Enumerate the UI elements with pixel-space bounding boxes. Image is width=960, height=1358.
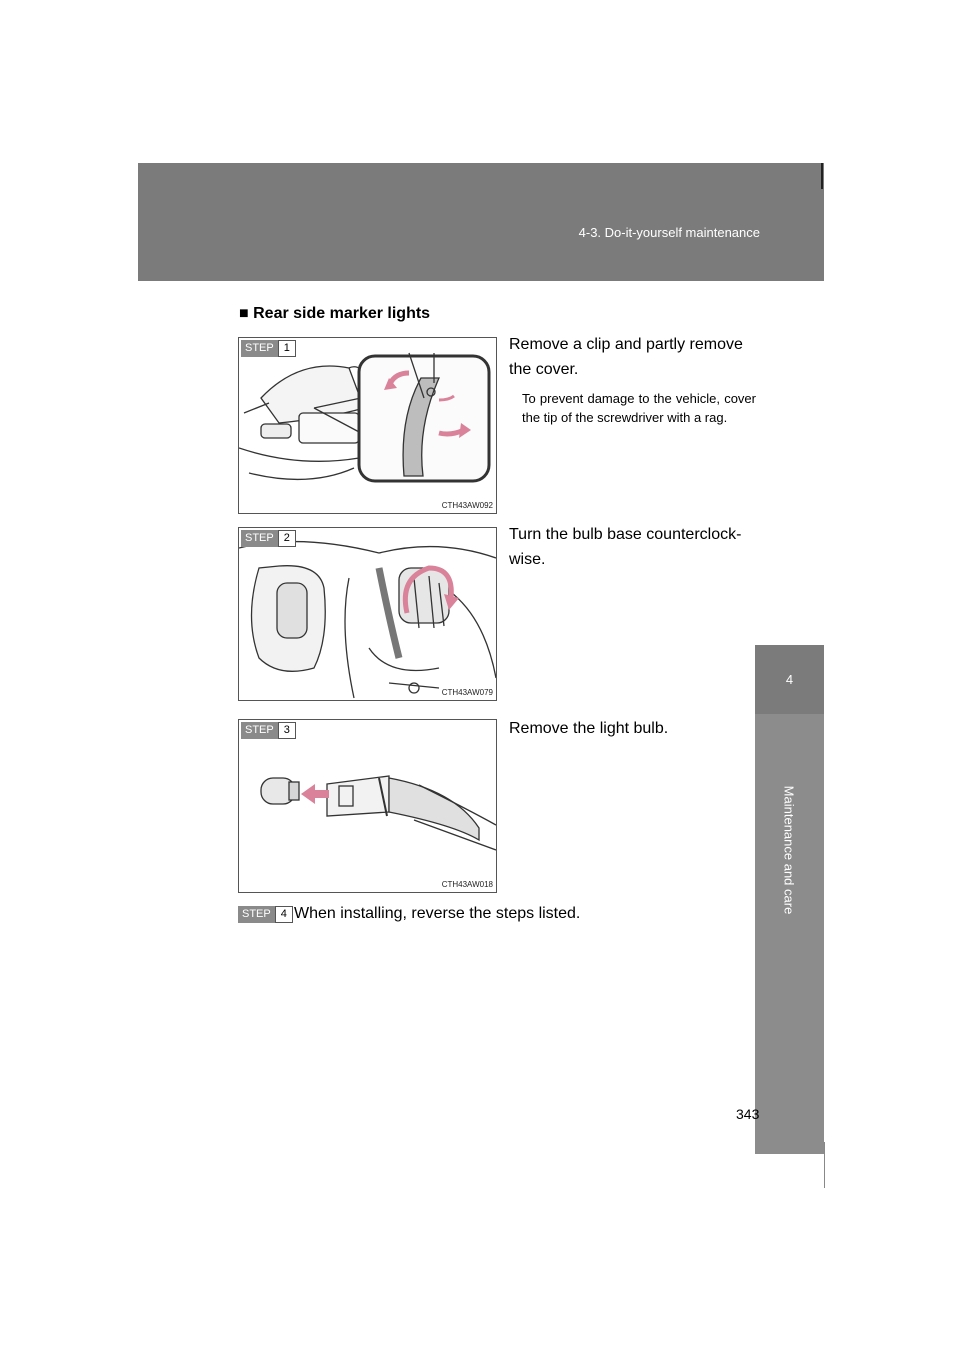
section-title: 4-3. Do-it-yourself maintenance [578,225,760,240]
illustration-turn-bulb-base [239,528,496,700]
chapter-side-band [755,714,824,1154]
step-2-text: Turn the bulb base counterclock-wise. [509,526,742,568]
section-heading: ■ Rear side marker lights [239,305,431,322]
header-tick-mark [821,163,823,189]
figure-code: CTH43AW018 [441,880,493,889]
illustration-remove-clip [239,338,496,513]
figure-step-1 [238,337,497,514]
header-band [138,163,824,281]
chapter-title: Maintenance and care [781,785,797,915]
chapter-tab[interactable]: 4 [755,645,824,714]
footer-tick-mark [824,1142,825,1188]
step-1-note: To prevent damage to the vehicle, cover the tip of the screwdriver with a rag. [522,391,756,425]
step-3-text: Remove the light bulb. [509,720,669,737]
figure-code: CTH43AW092 [441,501,493,510]
illustration-remove-bulb [239,720,496,892]
step-badge-2: STEP 2 [241,530,296,547]
figure-step-2 [238,527,497,701]
step-badge-1: STEP 1 [241,340,296,357]
step-badge-3: STEP 3 [241,722,296,739]
page-number: 343 [736,1106,760,1122]
figure-step-3 [238,719,497,893]
step-badge-4: STEP 4 [238,906,293,923]
step-1-text: Remove a clip and partly remove the cover. [509,336,743,378]
step-4-text: When installing, reverse the steps listed. [294,905,581,922]
figure-code: CTH43AW079 [441,688,493,697]
